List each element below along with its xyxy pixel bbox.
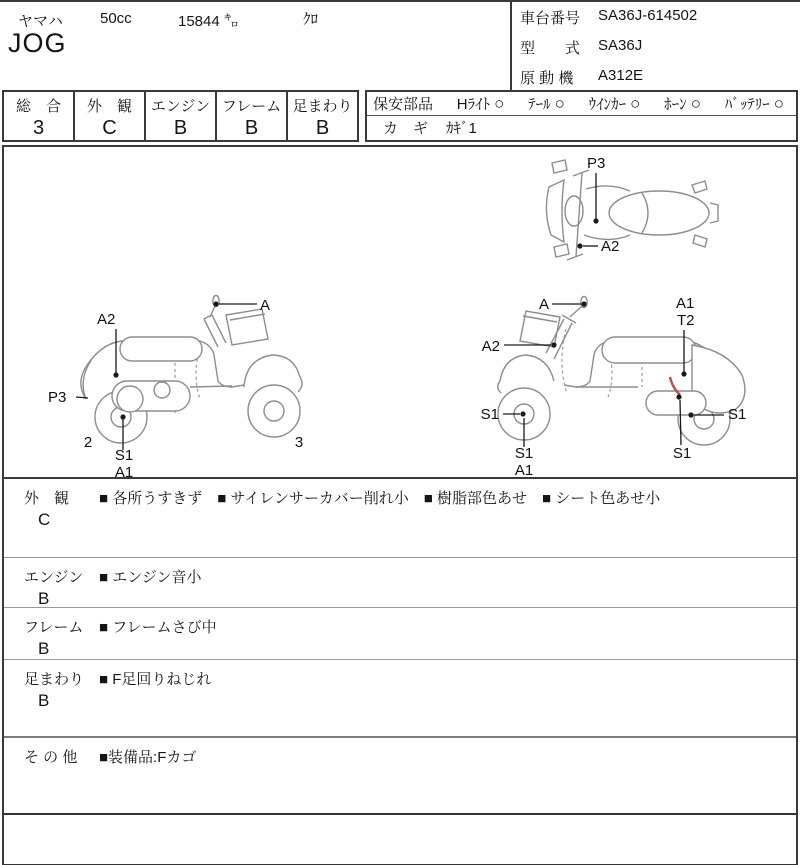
safety-item-name: ﾎｰﾝ bbox=[664, 96, 687, 113]
grade-box-exterior bbox=[73, 90, 146, 142]
engine-model-row bbox=[520, 67, 800, 88]
section-notes bbox=[99, 746, 786, 767]
front-mudflap bbox=[498, 381, 501, 393]
section-notes bbox=[99, 487, 786, 508]
section-notes bbox=[99, 668, 786, 689]
diagram-label: A1 bbox=[514, 462, 534, 477]
safety-item-headlight bbox=[457, 93, 505, 114]
scooter-top-view bbox=[546, 155, 718, 260]
vehicle-diagram-box bbox=[2, 145, 798, 479]
safety-item-horn bbox=[664, 93, 701, 114]
defect-note: ■ エンジン音小 bbox=[99, 569, 202, 586]
seat bbox=[602, 337, 696, 363]
section-grade: B bbox=[38, 589, 50, 608]
grade-value: 3 bbox=[32, 117, 45, 139]
safety-item-blinker bbox=[589, 93, 641, 114]
diagram-label: A bbox=[260, 297, 271, 314]
remarks-empty-box bbox=[2, 813, 798, 865]
grade-label: フレーム bbox=[221, 98, 282, 115]
safety-item-taillight bbox=[528, 93, 565, 114]
diagram-label: S1 bbox=[514, 445, 534, 462]
grade-label: 外 観 bbox=[86, 98, 132, 115]
status-ok-circle-icon: ○ bbox=[494, 94, 505, 113]
rear-peg-right bbox=[693, 235, 707, 247]
engine-cover bbox=[117, 386, 143, 412]
defect-note: ■装備品:Fカゴ bbox=[99, 749, 197, 766]
chassis-number-value: SA36J-614502 bbox=[598, 7, 698, 24]
section-exterior bbox=[4, 479, 796, 557]
diagram-label: A2 bbox=[601, 238, 620, 255]
diagram-label: A1 bbox=[114, 464, 134, 477]
safety-item-name: Hﾗｲﾄ bbox=[456, 96, 491, 113]
scooter-right-side-view bbox=[481, 295, 747, 477]
headstock bbox=[565, 196, 583, 226]
diagram-label: A2 bbox=[481, 338, 500, 355]
front-wheel bbox=[248, 385, 300, 437]
section-notes bbox=[99, 616, 786, 637]
status-ok-circle-icon: ○ bbox=[773, 94, 784, 113]
section-notes bbox=[99, 566, 786, 587]
front-fender bbox=[500, 355, 554, 381]
defect-note: ■ 樹脂部色あせ bbox=[423, 490, 527, 507]
vehicle-diagram-canvas bbox=[4, 147, 796, 477]
section-undercarriage bbox=[4, 659, 796, 736]
safety-parts-label: 保安部品 bbox=[373, 96, 434, 113]
diagram-label: S1 bbox=[114, 447, 134, 464]
section-grade: C bbox=[38, 510, 51, 529]
grade-box-undercarriage bbox=[286, 90, 359, 142]
mirror-stem bbox=[570, 306, 582, 317]
section-label: エンジン bbox=[24, 569, 84, 586]
diagram-label: T2 bbox=[677, 312, 695, 329]
status-ok-circle-icon: ○ bbox=[630, 94, 641, 113]
model-code-value: SA36J bbox=[598, 37, 643, 54]
grade-row bbox=[2, 90, 359, 142]
defect-note: ■ フレームさび中 bbox=[99, 619, 217, 636]
seat-top bbox=[609, 191, 709, 235]
key-value: ｶｷﾞ1 bbox=[446, 120, 477, 137]
mileage: 15844 ㌔ bbox=[178, 13, 239, 30]
front-basket-rim bbox=[230, 314, 265, 320]
floorboard-edge bbox=[586, 186, 630, 191]
mirror-right bbox=[554, 244, 569, 257]
chassis-number-row bbox=[520, 7, 800, 28]
safety-item-name: ｳｲﾝｶｰ bbox=[588, 96, 627, 113]
steering-column bbox=[546, 319, 564, 353]
grade-value: B bbox=[244, 117, 259, 139]
diagram-label: S1 bbox=[728, 406, 747, 423]
front-fender-top bbox=[546, 180, 564, 242]
key-label: カ ギ bbox=[383, 120, 429, 137]
section-engine bbox=[4, 557, 796, 607]
grip-right bbox=[567, 254, 583, 260]
diagram-label: 3 bbox=[294, 434, 304, 451]
grade-box-frame bbox=[215, 90, 288, 142]
section-label: 外 観 bbox=[24, 490, 70, 507]
section-label: そ の 他 bbox=[24, 749, 78, 766]
body-color: ｸﾛ bbox=[303, 11, 319, 28]
rear-peg-left bbox=[692, 181, 707, 193]
floor-step bbox=[200, 341, 244, 387]
maker-name: ヤマハ bbox=[18, 13, 63, 30]
diagram-label: S1 bbox=[672, 445, 692, 462]
grade-box-overall bbox=[2, 90, 75, 142]
status-ok-circle-icon: ○ bbox=[690, 94, 701, 113]
safety-parts-box bbox=[365, 90, 798, 142]
displacement: 50cc bbox=[100, 10, 132, 27]
safety-item-name: ﾃｰﾙ bbox=[528, 96, 551, 113]
vehicle-id-panel bbox=[510, 2, 800, 92]
defect-note: ■ シート色あせ小 bbox=[541, 490, 661, 507]
floor-step bbox=[564, 341, 608, 387]
front-wheel-hub bbox=[264, 401, 284, 421]
front-basket-rim bbox=[523, 316, 557, 322]
section-label: 足まわり bbox=[24, 671, 85, 688]
chassis-number-label: 車台番号 bbox=[520, 10, 581, 27]
seat bbox=[120, 337, 202, 361]
diagram-label: P3 bbox=[587, 155, 606, 172]
safety-item-battery bbox=[725, 93, 784, 114]
defect-note: ■ 各所うすきず bbox=[99, 490, 203, 507]
grade-label: エンジン bbox=[150, 98, 211, 115]
section-grade: B bbox=[38, 691, 50, 710]
section-frame bbox=[4, 607, 796, 659]
steering-column bbox=[554, 323, 572, 359]
engine-model-value: A312E bbox=[598, 67, 644, 84]
front-mudflap bbox=[298, 377, 302, 392]
grade-value: B bbox=[315, 117, 330, 139]
rear-tip bbox=[710, 203, 718, 223]
section-grade: B bbox=[38, 639, 50, 658]
grade-label: 総 合 bbox=[15, 98, 61, 115]
mirror-left bbox=[552, 160, 567, 173]
section-other bbox=[4, 736, 796, 813]
grade-value: C bbox=[102, 117, 117, 139]
diagram-label: A1 bbox=[676, 295, 695, 312]
diagram-label: S1 bbox=[480, 406, 499, 423]
diagram-label: P3 bbox=[48, 389, 67, 406]
condition-sections bbox=[2, 479, 798, 813]
safety-parts-row bbox=[367, 92, 796, 116]
scooter-left-side-view bbox=[48, 296, 303, 478]
safety-item-name: ﾊﾞｯﾃﾘｰ bbox=[724, 96, 770, 113]
model-name: JOG bbox=[8, 28, 67, 58]
status-ok-circle-icon: ○ bbox=[554, 94, 565, 113]
front-fender bbox=[244, 355, 300, 387]
engine-model-label: 原 動 機 bbox=[520, 70, 574, 87]
handlebar bbox=[562, 315, 576, 323]
floor-line bbox=[190, 386, 232, 387]
diagram-label: A2 bbox=[97, 311, 116, 328]
grade-box-engine bbox=[144, 90, 217, 142]
diagram-label: A bbox=[538, 296, 549, 313]
grade-label: 足まわり bbox=[292, 98, 353, 115]
model-code-label: 型 式 bbox=[520, 40, 581, 57]
grade-value: B bbox=[173, 117, 188, 139]
key-row bbox=[367, 116, 796, 139]
rear-fender bbox=[83, 359, 92, 399]
muffler bbox=[646, 391, 706, 415]
defect-note: ■ F足回りねじれ bbox=[99, 671, 212, 688]
section-label: フレーム bbox=[24, 619, 84, 636]
model-code-row bbox=[520, 37, 800, 58]
defect-note: ■ サイレンサーカバー削れ小 bbox=[217, 490, 409, 507]
diagram-label: 2 bbox=[83, 434, 93, 451]
